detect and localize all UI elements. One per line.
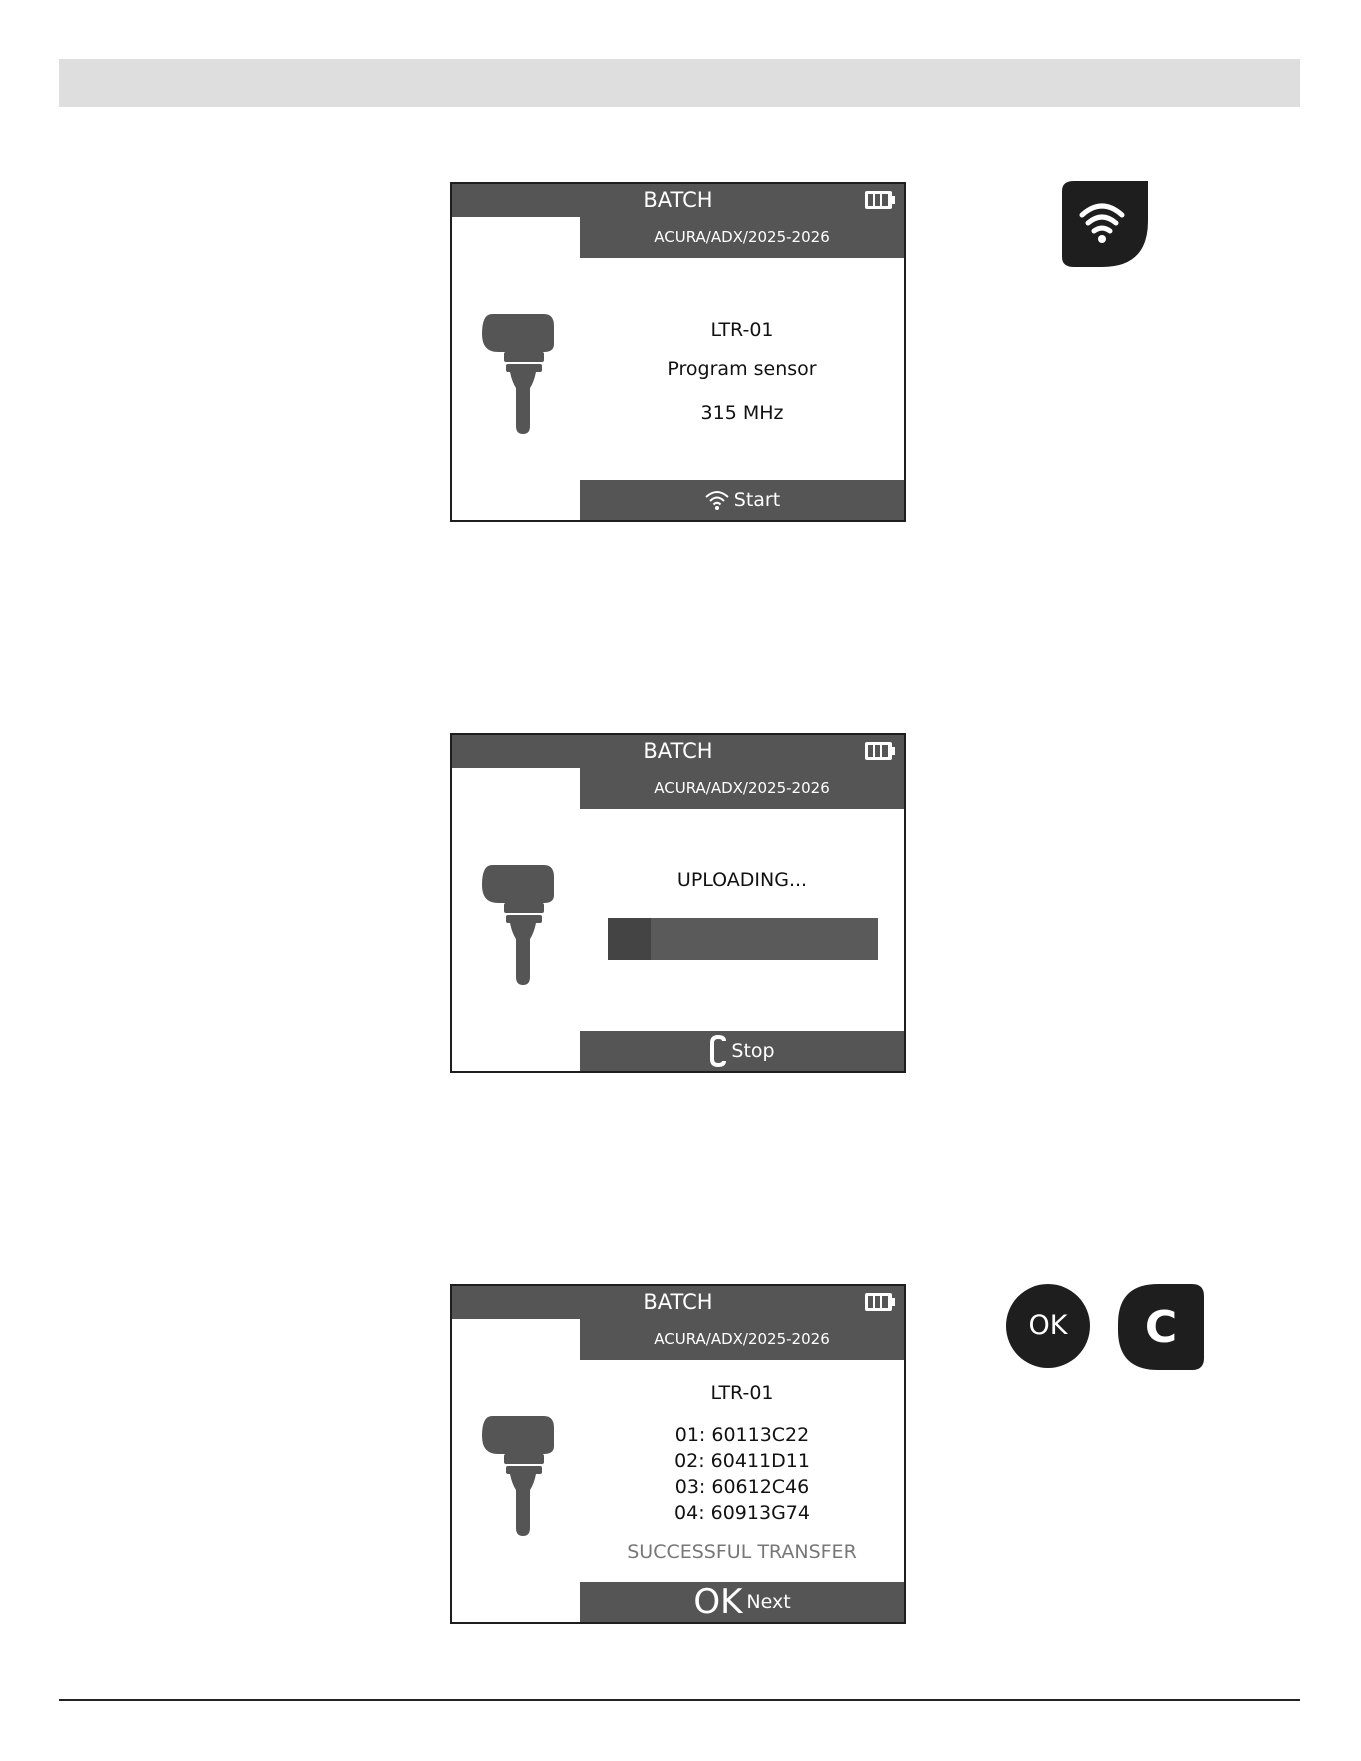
device-screen-uploading <box>450 733 906 1073</box>
tpms-sensor-icon <box>478 308 554 434</box>
sensor-id: 02: 60411D11 <box>674 1450 810 1472</box>
instruction-text: Program sensor <box>667 358 817 380</box>
tpms-sensor-icon <box>478 1410 554 1536</box>
upload-progress-bar <box>608 918 878 960</box>
sensor-id: 01: 60113C22 <box>674 1424 810 1446</box>
screen-title: BATCH <box>452 1286 904 1319</box>
sensor-id: 03: 60612C46 <box>674 1476 810 1498</box>
screen-title: BATCH <box>452 735 904 768</box>
upload-status: UPLOADING... <box>676 869 808 891</box>
frequency-text: 315 MHz <box>700 402 784 424</box>
next-label: Next <box>746 1591 791 1613</box>
device-screen-result <box>450 1284 906 1624</box>
c-key-icon <box>709 1035 727 1067</box>
vehicle-breadcrumb: ACURA/ADX/2025-2026 <box>580 768 904 809</box>
battery-icon <box>864 1292 896 1312</box>
battery-icon <box>864 190 896 210</box>
start-label: Start <box>733 489 781 511</box>
sensor-model: LTR-01 <box>710 1382 774 1404</box>
device-screen-program <box>450 182 906 522</box>
stop-label: Stop <box>731 1040 775 1062</box>
tpms-sensor-icon <box>478 859 554 985</box>
ok-key-button[interactable]: OK <box>1006 1284 1090 1368</box>
screen-title: BATCH <box>452 184 904 217</box>
c-key-button[interactable] <box>1118 1284 1204 1370</box>
vehicle-breadcrumb: ACURA/ADX/2025-2026 <box>580 217 904 258</box>
start-button[interactable] <box>580 480 904 520</box>
wifi-key-icon[interactable] <box>1062 181 1148 267</box>
wifi-icon <box>704 489 730 511</box>
upload-progress-fill <box>608 918 651 960</box>
sensor-id: 04: 60913G74 <box>674 1502 810 1524</box>
footer-divider <box>59 1699 1300 1701</box>
c-key-label: C <box>1144 1302 1178 1353</box>
header-band <box>59 59 1300 107</box>
transfer-result: SUCCESSFUL TRANSFER <box>627 1541 857 1563</box>
battery-icon <box>864 741 896 761</box>
next-button[interactable] <box>580 1582 904 1622</box>
stop-button[interactable] <box>580 1031 904 1071</box>
sensor-model: LTR-01 <box>710 319 774 341</box>
vehicle-breadcrumb: ACURA/ADX/2025-2026 <box>580 1319 904 1360</box>
ok-key-icon: OK <box>693 1582 743 1622</box>
